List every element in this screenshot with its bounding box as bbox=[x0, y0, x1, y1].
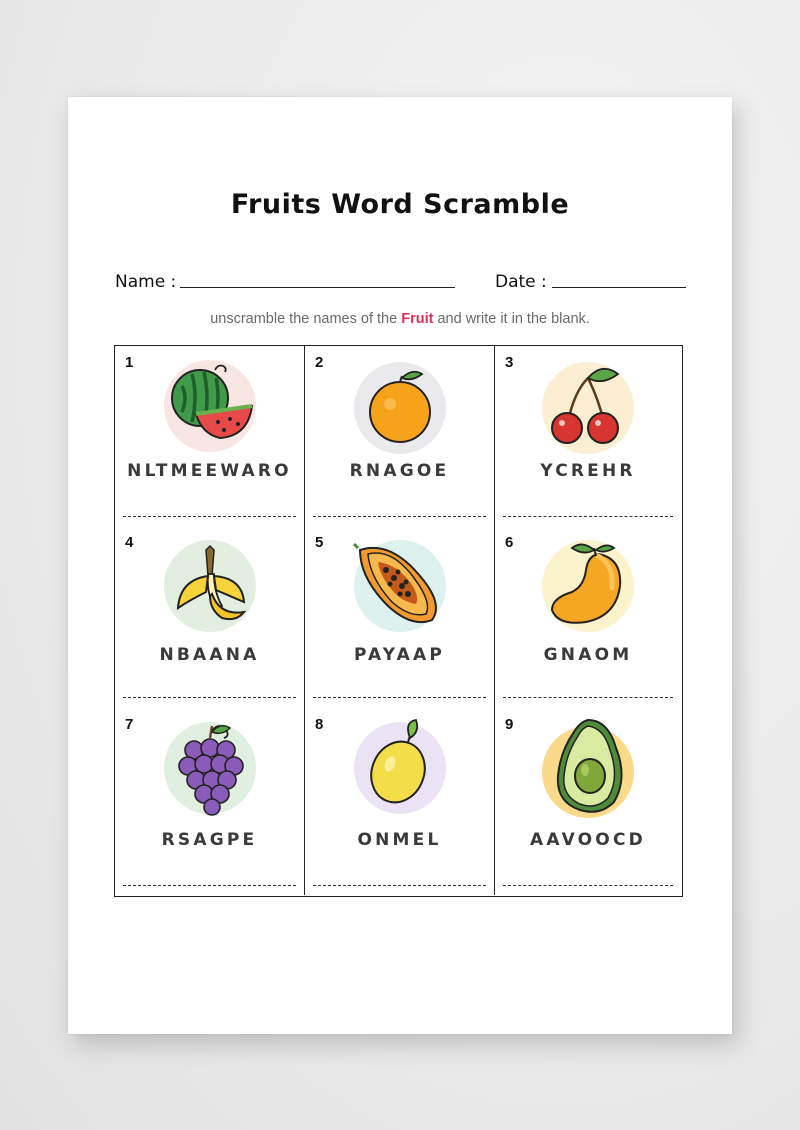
item-number: 7 bbox=[125, 716, 134, 733]
scrambled-word: NBAANA bbox=[159, 645, 260, 665]
fruit-card bbox=[115, 346, 305, 526]
item-number: 8 bbox=[315, 716, 324, 733]
cherry-icon bbox=[538, 356, 638, 456]
instruction-text bbox=[68, 311, 732, 327]
scrambled-word: GNAOM bbox=[543, 645, 633, 665]
fruit-card bbox=[495, 526, 681, 708]
fruit-grid bbox=[114, 345, 683, 897]
answer-blank[interactable] bbox=[313, 697, 486, 698]
scrambled-word: PAYAAP bbox=[353, 645, 446, 665]
fruit-card bbox=[115, 526, 305, 708]
item-number: 2 bbox=[315, 354, 324, 371]
banana-icon bbox=[160, 536, 260, 636]
scrambled-word: RNAGOE bbox=[349, 461, 450, 481]
avocado-icon bbox=[538, 718, 638, 818]
date-label: Date : bbox=[495, 272, 547, 292]
instruction-highlight: Fruit bbox=[401, 311, 434, 327]
fruit-card bbox=[305, 708, 495, 895]
answer-blank[interactable] bbox=[503, 885, 673, 886]
lemon-icon bbox=[350, 718, 450, 818]
item-number: 9 bbox=[505, 716, 514, 733]
item-number: 3 bbox=[505, 354, 514, 371]
scrambled-word: YCREHR bbox=[540, 461, 636, 481]
scrambled-word: AAVOOCD bbox=[530, 830, 646, 850]
answer-blank[interactable] bbox=[313, 516, 486, 517]
fruit-card bbox=[495, 346, 681, 526]
answer-blank[interactable] bbox=[503, 516, 673, 517]
item-number: 1 bbox=[125, 354, 134, 371]
scrambled-word: ONMEL bbox=[357, 830, 442, 850]
answer-blank[interactable] bbox=[123, 697, 296, 698]
name-label: Name : bbox=[115, 272, 177, 292]
name-blank[interactable] bbox=[180, 287, 455, 288]
orange-icon bbox=[350, 356, 450, 456]
fruit-card bbox=[495, 708, 681, 895]
fruit-card bbox=[305, 526, 495, 708]
papaya-icon bbox=[350, 536, 450, 636]
answer-blank[interactable] bbox=[123, 885, 296, 886]
item-number: 5 bbox=[315, 534, 324, 551]
fruit-card bbox=[115, 708, 305, 895]
instruction-before: unscramble the names of the bbox=[210, 311, 398, 327]
scrambled-word: RSAGPE bbox=[161, 830, 258, 850]
mango-icon bbox=[538, 536, 638, 636]
instruction-after: and write it in the blank. bbox=[437, 311, 590, 327]
date-blank[interactable] bbox=[552, 287, 686, 288]
answer-blank[interactable] bbox=[503, 697, 673, 698]
item-number: 6 bbox=[505, 534, 514, 551]
scrambled-word: NLTMEEWARO bbox=[127, 461, 292, 481]
grapes-icon bbox=[160, 718, 260, 818]
worksheet-page bbox=[68, 97, 732, 1034]
fruit-card bbox=[305, 346, 495, 526]
watermelon-icon bbox=[160, 356, 260, 456]
answer-blank[interactable] bbox=[313, 885, 486, 886]
answer-blank[interactable] bbox=[123, 516, 296, 517]
page-title: Fruits Word Scramble bbox=[230, 189, 570, 220]
item-number: 4 bbox=[125, 534, 134, 551]
